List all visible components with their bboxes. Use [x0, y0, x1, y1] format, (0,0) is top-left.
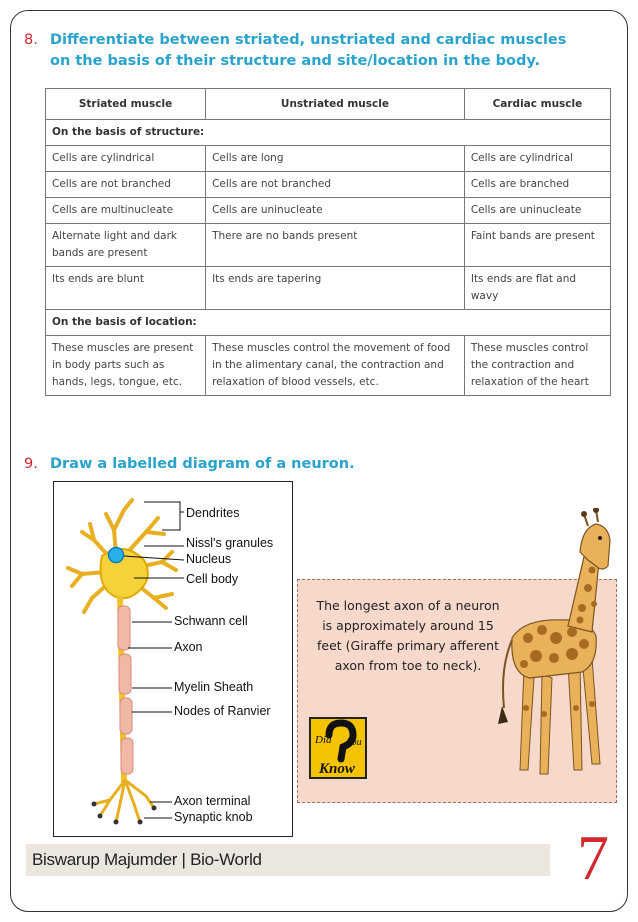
table-cell: Cells are multinucleate [46, 198, 206, 224]
section-structure: On the basis of structure: [46, 120, 611, 146]
table-row [46, 172, 611, 198]
label-dendrites: Dendrites [186, 506, 240, 520]
table-cell: These muscles are present in body parts such as hands, legs, tongue, etc. [46, 336, 206, 396]
table-cell: There are no bands present [206, 224, 465, 267]
table-cell: Cells are branched [464, 172, 610, 198]
table-header-row [46, 89, 611, 120]
table-cell: Cells are not branched [46, 172, 206, 198]
label-synaptic-knob: Synaptic knob [174, 810, 253, 824]
label-axon: Axon [174, 640, 203, 654]
table-cell: Cells are uninucleate [464, 198, 610, 224]
table-cell: Cells are cylindrical [464, 146, 610, 172]
label-cell-body: Cell body [186, 572, 239, 586]
table-row [46, 224, 611, 267]
badge-did: Did [315, 734, 332, 746]
table-cell: Cells are long [206, 146, 465, 172]
table-row [46, 336, 611, 396]
badge-you: You [347, 737, 362, 748]
giraffe-illustration [484, 508, 614, 788]
header-cardiac: Cardiac muscle [464, 89, 610, 120]
question-number: 9. [24, 456, 38, 472]
table-cell: Its ends are blunt [46, 267, 206, 310]
did-you-know-badge [309, 717, 367, 779]
table-cell: Faint bands are present [464, 224, 610, 267]
header-unstriated: Unstriated muscle [206, 89, 465, 120]
label-schwann: Schwann cell [174, 614, 248, 628]
badge-know: Know [319, 761, 355, 777]
table-cell: These muscles control the contraction and relaxation of the heart [464, 336, 610, 396]
neuron-diagram [53, 481, 293, 837]
label-nucleus: Nucleus [186, 552, 232, 566]
header-striated: Striated muscle [46, 89, 206, 120]
question-text-line1: Differentiate between striated, unstriated and cardiac muscles [50, 32, 567, 48]
section-location: On the basis of location: [46, 310, 611, 336]
table-cell: Its ends are tapering [206, 267, 465, 310]
table-cell: Alternate light and dark bands are present [46, 224, 206, 267]
comparison-table [45, 88, 611, 396]
question-text: Draw a labelled diagram of a neuron. [50, 456, 355, 472]
footer-author: Biswarup Majumder | Bio-World [32, 850, 262, 869]
table-row [46, 198, 611, 224]
label-nissl: Nissl's granules [186, 536, 274, 550]
table-cell: Cells are cylindrical [46, 146, 206, 172]
table-cell: Its ends are flat and wavy [464, 267, 610, 310]
table-cell: Cells are uninucleate [206, 198, 465, 224]
table-row [46, 267, 611, 310]
page-number: 7 [577, 822, 609, 893]
table-cell: These muscles control the movement of food in the alimentary canal, the contraction and relaxation of blood vessels, etc. [206, 336, 465, 396]
question-text-line2: on the basis of their structure and site/location in the body. [50, 53, 540, 69]
label-ranvier: Nodes of Ranvier [174, 704, 271, 718]
table-row [46, 146, 611, 172]
label-axon-terminal: Axon terminal [174, 794, 251, 808]
footer-bar [26, 844, 550, 876]
did-you-know-fact: The longest axon of a neuron is approximately around 15 feet (Giraffe primary afferent axon from toe to neck). [316, 598, 500, 673]
label-myelin: Myelin Sheath [174, 680, 254, 694]
table-cell: Cells are not branched [206, 172, 465, 198]
question-mark-icon [311, 719, 365, 777]
question-number: 8. [24, 32, 38, 48]
